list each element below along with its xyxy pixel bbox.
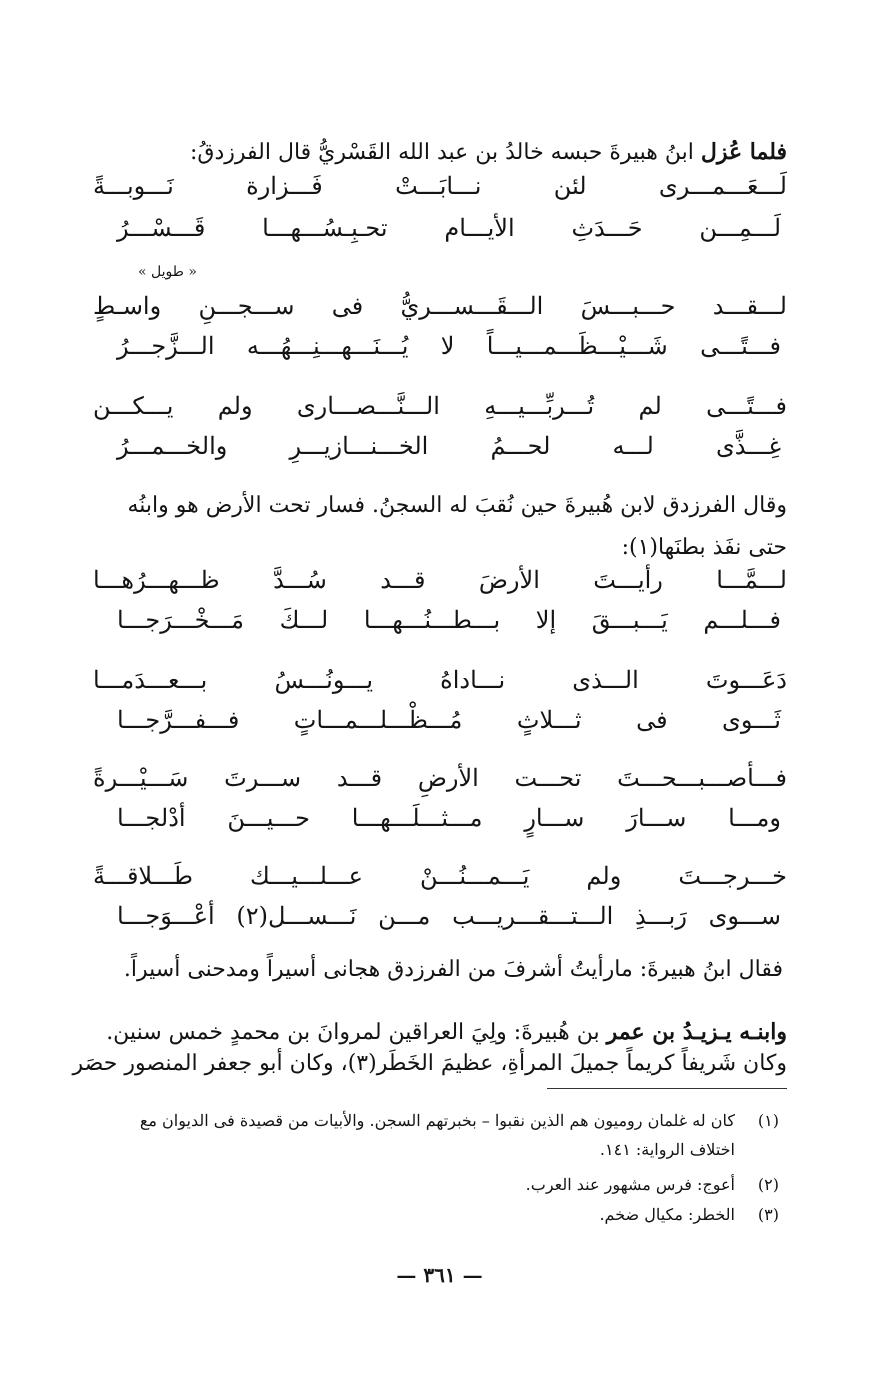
poem1-line-6: غِـــذَّى لـــه لحـــمُ الخـــنـــازيـــرِ والخـــمـــرُ (117, 432, 781, 460)
footnote-1 (99, 1106, 779, 1136)
poem2-line-1: لـــمَّـــا رأيـــتَ الأرضَ قـــد سُـــدَّ ظـــهـــرُهـــا (93, 566, 787, 594)
poem2-line-8: ســـوى رَبـــذِ الـــتـــقـــريـــب مـــن نَـــســـل(٢) أعْـــوَجـــا (117, 902, 782, 930)
footnote-1-text: كان له غلمان روميون هم الذين نقبوا – بخبرتهم السجن. والأبيات من قصيدة فى الديوان مع (139, 1111, 735, 1130)
poem2-line-6: ومـــا ســـارَ ســـارٍ مـــثـــلَـــهـــا حـــيـــنَ أدْلجـــا (117, 804, 781, 832)
footnote-2-number: (٢) (757, 1175, 779, 1194)
intro-paragraph (87, 132, 787, 173)
poem1-line-2: لَـــمِـــن حَـــدَثِ الأيـــام تحـبِـسُـــهـــا قَـــسْـــرُ (117, 214, 781, 242)
poem1-line-3: لـــقـــد حـــبـــسَ الـــقَـــســـريُّ فى ســـجـــنِ واسـطٍ (93, 292, 787, 320)
footnote-1-number: (١) (757, 1111, 779, 1130)
footnote-3 (99, 1200, 779, 1230)
meter-label: « طويل » (138, 264, 197, 280)
para3: فقال ابنُ هبيرةَ: مارأيتُ أشرفَ من الفرزدق هجانى أسيراً ومدحنى أسيراً. (123, 957, 783, 982)
intro-text: ابنُ هبيرةَ حبسه خالدُ بن عبد الله القَسْريُّ قال الفرزدقُ: (189, 140, 701, 165)
poem1-line-4: فـــتًـــى شَـــيْـــظَـــمـــيـــاً لا يُـــنَـــهـــنِـــهُـــه الـــزَّجـــرُ (117, 332, 781, 360)
poem2-line-3: دَعَـــوتَ الـــذى نـــاداهُ يـــونُـــسُ بـــعـــدَمـــا (93, 666, 787, 694)
poem2-line-5: فـــأصـــبـــحـــتَ تحـــت الأرضِ قـــد ســـرتَ سَـــيْـــرةً (93, 764, 787, 792)
poem2-line-2: فـــلـــم يَـــبـــقَ إلا بـــطـــنُـــهـــا لـــكَ مَـــخْـــرَجـــا (117, 606, 781, 634)
para4-lead: وابنـه يـزيـدُ بن عمر (606, 1019, 787, 1045)
para2-line-2: حتى نفَذ بطنَها(١): (621, 535, 787, 560)
para2-line-1: وقال الفرزدق لابن هُبيرةَ حين نُقبَ له السجنُ. فسار تحت الأرض هو وابنُه (127, 493, 787, 518)
footnote-3-text: الخطر: مكيال ضخم. (599, 1205, 735, 1224)
para4-text: بن هُبيرةَ: ولِيَ العراقين لمروانَ بن محمدٍ خمس سنين. (106, 1020, 607, 1045)
footnote-3-number: (٣) (757, 1205, 779, 1224)
intro-lead: فلما عُزل (700, 139, 787, 165)
poem2-line-4: ثَـــوى فى ثـــلاثٍ مُـــظْـــلـــمـــاتٍ فـــفـــرَّجـــا (117, 706, 781, 734)
footnote-2-text: أعوج: فرس مشهور عند العرب. (525, 1175, 735, 1194)
footnote-1-continued: اختلاف الرواية: ١٤١. (599, 1140, 735, 1159)
poem1-line-1: لَـــعَـــمـــرى لئن نـــابَـــتْ فَـــزارة نَـــوبـــةً (93, 172, 787, 200)
poem2-line-7: خـــرجـــتَ ولم يَـــمـــنُـــنْ عـــلـــيـــك طَـــلاقـــةً (93, 862, 787, 890)
page-number: — ٣٦١ — (396, 1263, 483, 1287)
footnote-rule (547, 1088, 787, 1089)
para4-line-2: وكان شَريفاً كريماً جميلَ المرأةِ، عظيمَ الخَطَر(٣)، وكان أبو جعفر المنصور حصَر (72, 1051, 787, 1076)
poem1-line-5: فـــتًـــى لم تُـــربِّـــيـــهِ الـــنَّـــصـــارى ولم يـــكـــن (93, 392, 787, 420)
footnote-2 (99, 1170, 779, 1200)
